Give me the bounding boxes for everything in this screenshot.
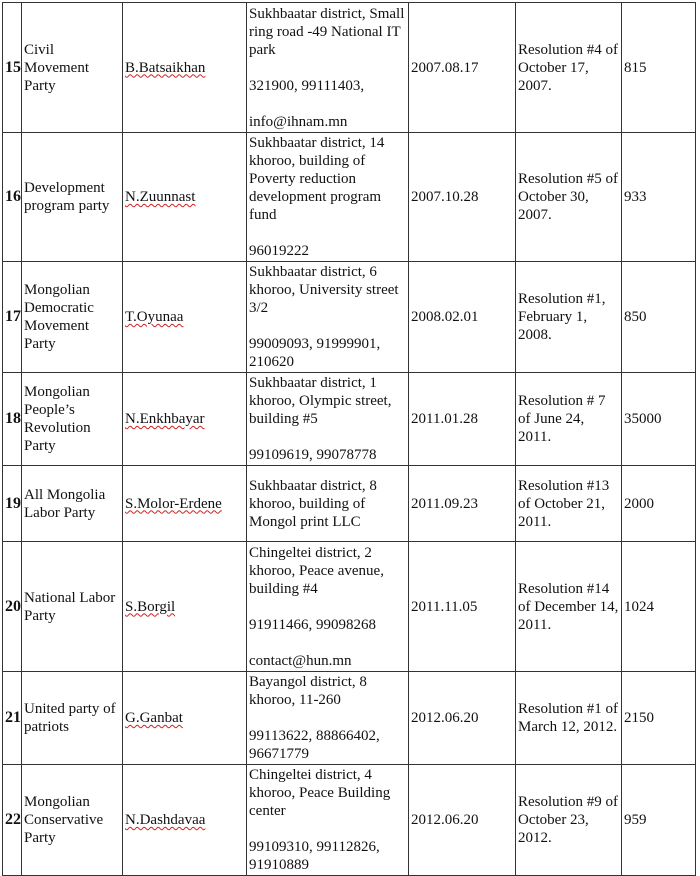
party-name: Mongolian People’s Revolution Party: [22, 373, 123, 466]
party-name: Mongolian Conservative Party: [22, 765, 123, 876]
party-name: National Labor Party: [22, 542, 123, 672]
address-phone: 91911466, 99098268: [249, 616, 376, 633]
address-text: Sukhbaatar district, 8 khoroo, building of Mongol print LLC: [249, 477, 377, 530]
table-row: [3, 542, 696, 672]
registration-date: 2011.01.28: [409, 373, 516, 466]
registration-date: 2011.09.23: [409, 466, 516, 542]
party-address: [247, 3, 409, 133]
address-text: Chingeltei district, 2 khoroo, Peace avenue, building #4: [249, 544, 384, 597]
member-count: 35000: [622, 373, 696, 466]
party-leader: T.Oyunaa: [123, 262, 247, 373]
address-text: Sukhbaatar district, 1 khoroo, Olympic street, building #5: [249, 375, 392, 427]
address-phone: 321900, 99111403,: [249, 77, 365, 94]
party-name: All Mongolia Labor Party: [22, 466, 123, 542]
table-row: [3, 3, 696, 133]
row-number: 18: [3, 373, 22, 466]
row-number: 16: [3, 133, 22, 262]
resolution: Resolution #13 of October 21, 2011.: [516, 466, 622, 542]
registration-date: 2008.02.01: [409, 262, 516, 373]
party-leader: S.Borgil: [123, 542, 247, 672]
resolution: Resolution #9 of October 23, 2012.: [516, 765, 622, 876]
row-number: 22: [3, 765, 22, 876]
registration-date: 2007.08.17: [409, 3, 516, 133]
party-leader: N.Enkhbayar: [123, 373, 247, 466]
party-address: [247, 542, 409, 672]
row-number: 20: [3, 542, 22, 672]
table-row: [3, 765, 696, 876]
address-phone: 96019222: [249, 243, 309, 259]
address-text: Sukhbaatar district, Small ring road -49 National IT park: [249, 5, 405, 58]
table-row: [3, 133, 696, 262]
member-count: 2000: [622, 466, 696, 542]
row-number: 21: [3, 672, 22, 765]
table-row: [3, 672, 696, 765]
row-number: 19: [3, 466, 22, 542]
registration-date: 2012.06.20: [409, 672, 516, 765]
party-leader: G.Ganbat: [123, 672, 247, 765]
resolution: Resolution #1, February 1, 2008.: [516, 262, 622, 373]
registration-date: 2012.06.20: [409, 765, 516, 876]
member-count: 2150: [622, 672, 696, 765]
address-text: Bayangol district, 8 khoroo, 11-260: [249, 674, 367, 708]
party-address: [247, 765, 409, 876]
address-email: info@ihnam.mn: [249, 113, 348, 130]
registration-date: 2011.11.05: [409, 542, 516, 672]
address-phone: 99113622, 88866402, 96671779: [249, 728, 380, 762]
party-address: [247, 133, 409, 262]
party-name: Development program party: [22, 133, 123, 262]
resolution: Resolution #14 of December 14, 2011.: [516, 542, 622, 672]
party-name: Civil Movement Party: [22, 3, 123, 133]
party-leader: S.Molor-Erdene: [123, 466, 247, 542]
address-text: Sukhbaatar district, 14 khoroo, building of Poverty reduction development program fund: [249, 135, 385, 223]
registration-date: 2007.10.28: [409, 133, 516, 262]
party-address: [247, 672, 409, 765]
resolution: Resolution # 7 of June 24, 2011.: [516, 373, 622, 466]
resolution: Resolution #1 of March 12, 2012.: [516, 672, 622, 765]
party-registry-table: [2, 2, 696, 876]
party-name: United party of patriots: [22, 672, 123, 765]
member-count: 959: [622, 765, 696, 876]
address-phone: 99109310, 99112826, 91910889: [249, 839, 380, 873]
member-count: 850: [622, 262, 696, 373]
party-address: [247, 262, 409, 373]
row-number: 15: [3, 3, 22, 133]
table-row: [3, 262, 696, 373]
party-name: Mongolian Democratic Movement Party: [22, 262, 123, 373]
table-row: [3, 373, 696, 466]
resolution: Resolution #4 of October 17, 2007.: [516, 3, 622, 133]
address-text: Chingeltei district, 4 khoroo, Peace Building center: [249, 767, 391, 819]
address-phone: 99109619, 99078778: [249, 447, 377, 463]
member-count: 815: [622, 3, 696, 133]
row-number: 17: [3, 262, 22, 373]
party-address: [247, 466, 409, 542]
party-leader: B.Batsaikhan: [123, 3, 247, 133]
party-leader: N.Dashdavaa: [123, 765, 247, 876]
address-text: Sukhbaatar district, 6 khoroo, University street 3/2: [249, 264, 399, 316]
resolution: Resolution #5 of October 30, 2007.: [516, 133, 622, 262]
table-row: [3, 466, 696, 542]
member-count: 1024: [622, 542, 696, 672]
party-leader: N.Zuunnast: [123, 133, 247, 262]
party-address: [247, 373, 409, 466]
table-body: [3, 3, 696, 876]
address-phone: 99009093, 91999901, 210620: [249, 336, 381, 370]
address-email: contact@hun.mn: [249, 652, 352, 669]
member-count: 933: [622, 133, 696, 262]
